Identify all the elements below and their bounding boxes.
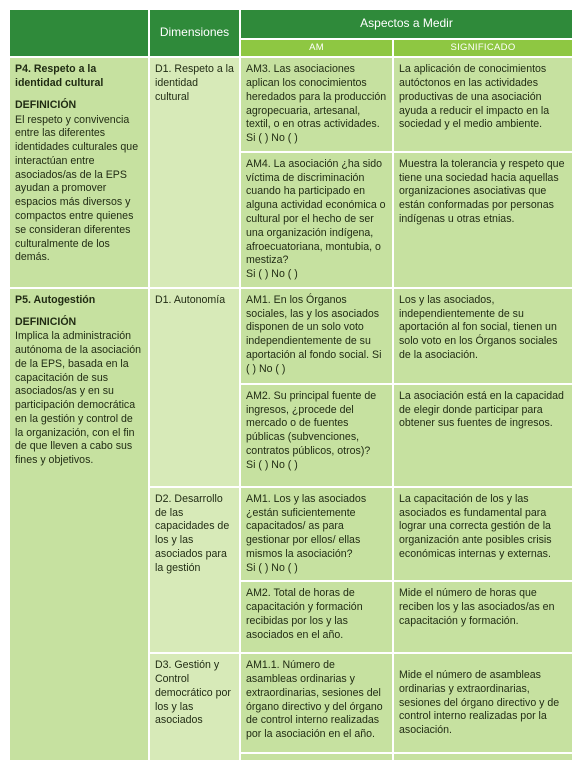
p4-definition: El respeto y convivencia entre las diferentes identidades culturales que interactúan entre asociados/as de la EPS ayudan a promover espacios más diversos y compactos entre quienes se consideran diferentes culturalmente de los demás. xyxy=(15,113,139,264)
p4-am3: AM3. Las asociaciones aplican los conocimientos heredados para la producción agropecuaria, artesanal, textil, o en otras actividades. Si ( ) No ( ) xyxy=(240,57,393,152)
p5-d3-am1: AM1.1. Número de asambleas ordinarias y extraordinarias, sesiones del órgano directivo y del órgano de control interno realizadas por la asociación en el año. xyxy=(240,653,393,753)
p5-d3-sig1: Mide el número de asambleas ordinarias y extraordinarias, sesiones del órgano directivo y de control interno realizadas por la asociación. xyxy=(393,653,573,753)
p4-d1-dimension: D1. Respeto a la identidad cultural xyxy=(149,57,240,287)
p4-principle-cell xyxy=(9,57,149,287)
p5-d3-dimension: D3. Gestión y Control democrático por los y las asociados xyxy=(149,653,240,761)
p5-d1-am2: AM2. Su principal fuente de ingresos, ¿procede del mercado o de fuentes públicas (subvenciones, contratos públicos, otros)? Si ( ) No ( ) xyxy=(240,384,393,487)
p4-am4: AM4. La asociación ¿ha sido víctima de discriminación cuando ha participado en alguna actividad económica o cultural por el hecho de ser una organización indígena, afroecuatoriana, montubia, o mestiza? Si ( ) No ( ) xyxy=(240,152,393,288)
corner-header xyxy=(9,9,149,57)
p4-sig3: La aplicación de conocimientos autóctonos en las actividades productivas de una asociación ayuda a reducir el impacto en la sociedad y el medio ambiente. xyxy=(393,57,573,152)
p4-sig4: Muestra la tolerancia y respeto que tiene una sociedad hacia aquellas organizaciones asociativas que están conformadas por personas indígenas u otras etnias. xyxy=(393,152,573,288)
p5-principle-cell xyxy=(9,288,149,762)
p5-definition: Implica la administración autónoma de la asociación de la EPS, basada en la capacitación de sus asociados/as y en su participación democrática en la gestión y control de la organización, con el fin de que lleven a cabo sus fines y objetivos. xyxy=(15,330,142,467)
p5-d2-am2: AM2. Total de horas de capacitación y formación recibidas por los y las asociados en el año. xyxy=(240,581,393,653)
p4-title: P4. Respeto a la identidad cultural xyxy=(15,63,104,90)
p5-d3-am-footer xyxy=(240,753,393,761)
p5-d1-sig2: La asociación está en la capacidad de elegir donde participar para obtener sus fuentes de ingresos. xyxy=(393,384,573,487)
p5-d1-am1: AM1. En los Órganos sociales, las y los asociados disponen de un solo voto independientemente de su aportación al fondo social. Si ( ) No ( ) xyxy=(240,288,393,384)
dimensiones-header: Dimensiones xyxy=(149,9,240,57)
significado-subheader: SIGNIFICADO xyxy=(393,39,573,57)
p5-d1-dimension: D1. Autonomía xyxy=(149,288,240,487)
indicators-table xyxy=(8,8,574,762)
p5-definition-label: DEFINICIÓN xyxy=(15,315,77,328)
p5-d2-sig1: La capacitación de los y las asociados es fundamental para lograr una correcta gestión de la organización ante posibles crisis económicas internas y externas. xyxy=(393,487,573,582)
p5-d2-dimension: D2. Desarrollo de las capacidades de los y las asociados para la gestión xyxy=(149,487,240,654)
aspectos-header: Aspectos a Medir xyxy=(240,9,573,39)
p5-d1-sig1: Los y las asociados, independientemente de su aportación al fon social, tienen un solo voto en los Órganos sociales de la asociación. xyxy=(393,288,573,384)
p5-d2-am1: AM1. Los y las asociados ¿están suficientemente capacitados/ as para gestionar por ellos/ ellas mismos la asociación? Si ( ) No ( ) xyxy=(240,487,393,582)
p5-d2-sig2: Mide el número de horas que reciben los y las asociados/as en capacitación y formación. xyxy=(393,581,573,653)
p5-title: P5. Autogestión xyxy=(15,293,96,306)
am-subheader: AM xyxy=(240,39,393,57)
p4-definition-label: DEFINICIÓN xyxy=(15,98,77,111)
p5-d3-sig-footer xyxy=(393,753,573,761)
